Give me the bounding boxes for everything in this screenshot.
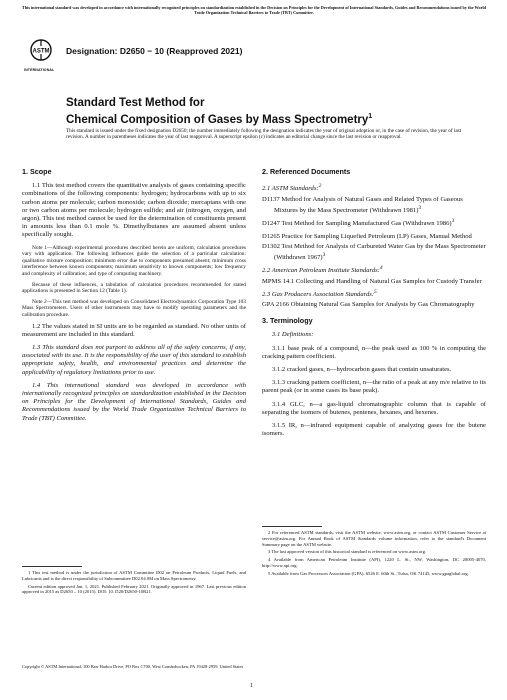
- footnote-divider-right: [262, 526, 322, 527]
- api-footnote-marker: 4: [379, 265, 383, 272]
- reference-footnote: 3: [418, 204, 422, 211]
- gpa-reference-item: GPA 2166 Obtaining Natural Gas Samples for Analysis by Gas Chromatography: [262, 301, 475, 309]
- reference-text: D1137 Method for Analysis of Natural Gases and Related Types of Gaseous Mixtures by the Mass Spectrometer (Withdrawn 1981): [262, 195, 463, 214]
- reference-footnote: 3: [322, 252, 326, 259]
- astm-footnote-marker: 2: [318, 183, 322, 190]
- footnotes-right: [262, 530, 486, 579]
- reference-text: D1265 Practice for Sampling Liquefied Petroleum (LP) Gases, Manual Method: [262, 233, 472, 241]
- api-standards-label: 2.2 American Petroleum Institute Standards:: [262, 267, 380, 275]
- gpa-standards-heading: [262, 288, 486, 299]
- reference-item: [262, 243, 486, 262]
- footnote: 4 Available from American Petroleum Institute (API), 1220 L. St., NW, Washington, DC 20005-4070, http://www.api.org.: [262, 557, 486, 568]
- footnote: Current edition approved Jan. 1, 2021. Published February 2021. Originally approved in 1967. Last previous edition approved in 2015 as D2650 – 10 (2015). DOI: 10.1520/D2650-10R21.: [22, 583, 246, 595]
- reference-text: D1247 Test Method for Sampling Manufactured Gas (Withdrawn 1986): [262, 219, 452, 227]
- scope-heading: 1. Scope: [22, 167, 52, 176]
- term-3-1-3: 3.1.3 cracking pattern coefficient, n—the ratio of a peak at any m/e relative to its parent peak (or in some cases its base peak).: [262, 379, 486, 395]
- footnote-divider-left: [22, 566, 82, 567]
- term-3-1-2: 3.1.2 cracked gases, n—hydrocarbon gases that contain unsaturates.: [272, 365, 452, 373]
- reference-item: [262, 230, 486, 241]
- page-number: 1: [250, 683, 253, 689]
- footnote: 5 Available from Gas Processors Association (GPA), 6526 E. 60th St., Tulsa, OK 74145, www.gpaglobal.org.: [268, 570, 469, 576]
- title-line-1: Standard Test Method for: [66, 97, 205, 109]
- term-3-1-5: 3.1.5 IR, n—infrared equipment capable of analyzing gases for the butene isomers.: [262, 421, 486, 438]
- title-line-2-text: Chemical Composition of Gases by Mass Spectrometry: [66, 113, 369, 126]
- right-column: [262, 168, 486, 443]
- terminology-heading: 3. Terminology: [262, 316, 313, 326]
- intro-paragraph: This standard is issued under the fixed designation D2650; the number immediately following the designation indicates the year of original adoption or, in the case of revision, the year of last revision. A number in parentheses indicates the year of last reapproval. A superscript epsilon (ε) indicates an editorial change since the last revision or reapproval.: [66, 128, 462, 141]
- term-3-1-1: 3.1.1 base peak of a compound, n—the peak used as 100 % in computing the cracking pattern coefficient.: [262, 344, 486, 360]
- references-heading: 2. Referenced Documents: [262, 167, 351, 176]
- scope-1-3: 1.3 This standard does not purport to address all of the safety concerns, if any, associated with its use. It is the responsibility of the user of this standard to establish appropriate safety, health, and environmental practices and determine the applicability of regulatory limitations prior to use.: [22, 343, 246, 376]
- footnotes-left: [22, 570, 246, 597]
- title-footnote-marker: 1: [368, 113, 373, 120]
- designation: Designation: D2650 − 10 (Reapproved 2021): [66, 46, 243, 56]
- astm-logo-icon: [30, 38, 52, 68]
- definitions-heading: 3.1 Definitions:: [272, 331, 314, 339]
- scope-1-1: 1.1 This test method covers the quantitative analysis of gases containing specific combinations of the following components: hydrogen; hydrocarbons with up to six carbon atoms per molecule; carbon monoxide; carbon dioxide; mercaptans with one or two carbon atoms per molecule; hydrogen sulfide; and air (nitrogen, oxygen, and argon). This test method cannot be used for the determination of constituents present in amounts less than 0.1 mole %. Dimethylbutanes are assumed absent unless specifically sought.: [22, 182, 246, 239]
- footnote: 2 For referenced ASTM standards, visit the ASTM website, www.astm.org, or contact ASTM Customer Service at service@astm.org. For Annual Book of ASTM Standards volume information, refer to the standard's Document Summary page on the ASTM website.: [262, 530, 486, 547]
- gpa-footnote-marker: 5: [374, 288, 377, 295]
- reference-item: [262, 196, 486, 215]
- left-column: [22, 168, 246, 428]
- scope-1-4: 1.4 This international standard was developed in accordance with internationally recognized principles on standardization established in the Decision on Principles for the Development of International Standards, Guides and Recommendations issued by the World Trade Organization Technical Barriers to Trade (TBT) Committee.: [22, 381, 246, 422]
- gpa-standards-label: 2.3 Gas Producers Association Standards:: [262, 290, 375, 298]
- footnote: 3 The last approved version of this historical standard is referenced on www.astm.org.: [268, 549, 427, 555]
- note-1: Note 1—Although experimental procedures described herein are uniform, calculation procedures vary with application. The following influences guide the selection of a particular calculation: qualitative mixture composition; minimum error due to components presumed absent; minimum cross interference between known components; maximum sensitivity to known components; low frequency and complexity of calibration; and type of computing machinery.: [22, 244, 246, 277]
- api-reference-item: MPMS 14.1 Collecting and Handling of Natural Gas Samples for Custody Transfer: [262, 277, 482, 285]
- note-2: Note 2—This test method was developed on Consolidated Electrodynamics Corporation Type 103 Mass Spectrometers. Users of other instruments may have to modify operating parameters and the calibration procedure.: [22, 298, 246, 318]
- logo-caption: INTERNATIONAL: [24, 68, 55, 72]
- reference-footnote: 3: [451, 217, 455, 224]
- copyright-line: Copyright © ASTM International, 100 Barr Harbor Drive, PO Box C700, West Conshohocken, PA 19428-2959. United States: [22, 664, 244, 669]
- document-title: [66, 96, 372, 127]
- reference-text: D1302 Test Method for Analysis of Carbureted Water Gas by the Mass Spectrometer (Withdrawn 1967): [262, 243, 486, 262]
- api-standards-heading: [262, 264, 486, 275]
- astm-standards-label: 2.1 ASTM Standards:: [262, 185, 319, 193]
- svg-text:ASTM: ASTM: [32, 48, 50, 55]
- title-line-2: [66, 110, 372, 127]
- scope-1-2: 1.2 The values stated in SI units are to be regarded as standard. No other units of measurement are included in this standard.: [22, 322, 246, 338]
- note-1b: Because of these influences, a tabulation of calculation procedures recommended for stated applications is presented in Section 12 (Table 1).: [22, 281, 246, 295]
- astm-standards-heading: [262, 182, 486, 193]
- footnote: 1 This test method is under the jurisdiction of ASTM Committee D02 on Petroleum Products, Liquid Fuels, and Lubricants and is the direct responsibility of Subcommittee D02.04.0M on Mass Spectrometry.: [22, 570, 246, 581]
- term-3-1-4: 3.1.4 GLC, n—a gas-liquid chromatographic column that is capable of separating the isomers of butenes, pentenes, hexanes, and hexenes.: [262, 400, 486, 416]
- tbt-notice: This international standard was developed in accordance with internationally recognized principles on standardization established in the Decision on Principles for the Development of International Standards, Guides and Recommendations issued by the World Trade Organization Technical Barriers to Trade (TBT) Committee.: [22, 5, 486, 15]
- reference-item: [262, 217, 486, 228]
